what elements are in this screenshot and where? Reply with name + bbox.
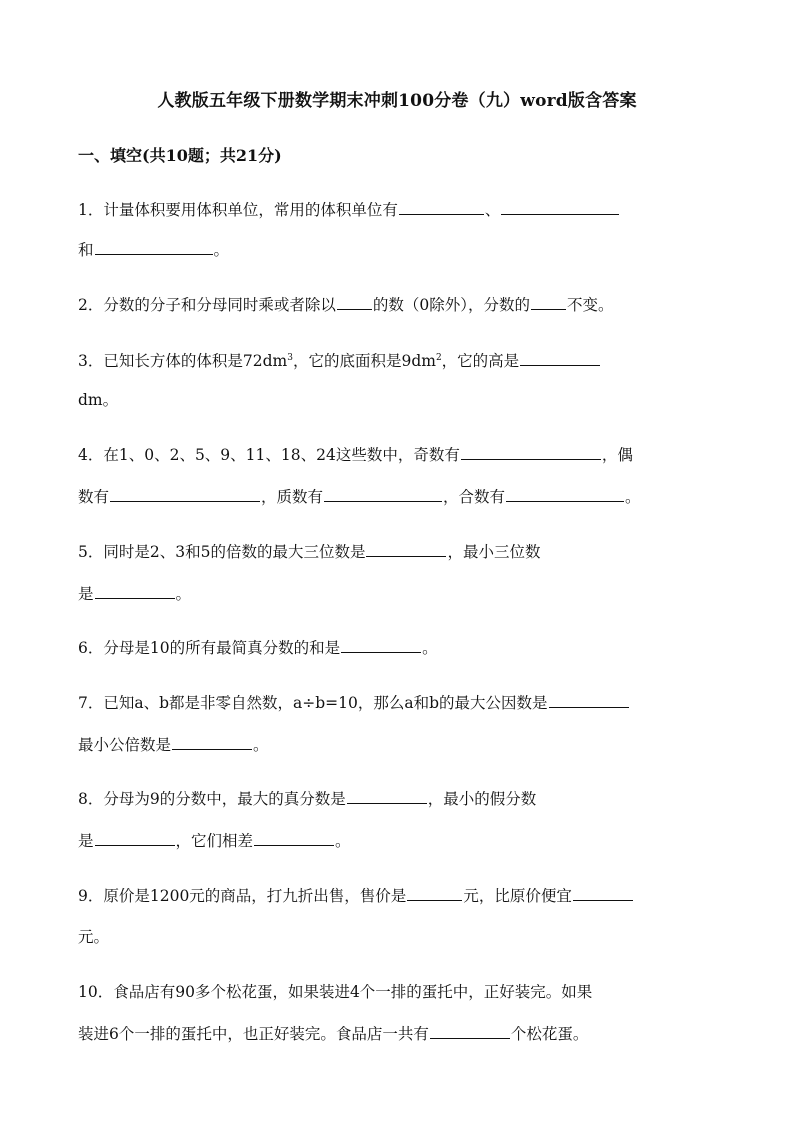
question-text: 。 [335, 832, 351, 850]
document-title: 人教版五年级下册数学期末冲刺100分卷（九）word版含答案 [157, 91, 637, 111]
answer-blank[interactable] [399, 200, 484, 215]
question-text: 元，比原价便宜 [463, 887, 572, 905]
question-text: ，合数有 [443, 488, 506, 506]
question-text: 6．分母是10的所有最简真分数的和是 [78, 639, 341, 657]
question-text: 5．同时是2、3和5的倍数的最大三位数是 [78, 543, 366, 561]
answer-blank[interactable] [501, 200, 619, 215]
question-1-line-2 [78, 226, 718, 274]
question-text: 元。 [78, 928, 110, 946]
question-text: ，它们相差 [175, 832, 254, 850]
answer-blank[interactable] [95, 831, 175, 846]
question-text: 和 [78, 241, 94, 259]
question-text: 1．计量体积要用体积单位，常用的体积单位有 [78, 201, 398, 219]
question-5-line-2 [78, 570, 718, 618]
question-4-line-1 [78, 431, 718, 479]
answer-blank[interactable] [506, 487, 624, 502]
question-text: 。 [422, 639, 438, 657]
question-text: 、 [484, 201, 501, 219]
superscript: 2 [435, 353, 442, 363]
answer-blank[interactable] [341, 638, 421, 653]
answer-blank[interactable] [430, 1024, 510, 1039]
question-text: 4．在1、0、2、5、9、11、18、24这些数中，奇数有 [78, 446, 460, 464]
question-8-line-2 [78, 817, 718, 865]
answer-blank[interactable] [254, 831, 334, 846]
question-2 [78, 281, 718, 329]
question-text: ，最小的假分数 [427, 790, 537, 808]
question-text: ，偶 [601, 446, 633, 464]
answer-blank[interactable] [407, 886, 462, 901]
answer-blank[interactable] [324, 487, 442, 502]
question-text: ，最小三位数 [447, 543, 541, 561]
superscript: 3 [287, 353, 293, 363]
question-text: dm。 [78, 391, 119, 409]
question-text: 数有 [78, 488, 110, 506]
answer-blank[interactable] [95, 240, 213, 255]
question-text: 。 [625, 488, 641, 506]
question-text: 。 [175, 585, 192, 603]
question-text: ，它的高是 [441, 352, 520, 371]
question-text: 装进6个一排的蛋托中，也正好装完。食品店一共有 [78, 1025, 429, 1043]
question-text: ，质数有 [261, 488, 324, 506]
question-4-line-2 [78, 473, 718, 521]
question-text: 的数（0除外），分数的 [372, 296, 530, 314]
answer-blank[interactable] [347, 789, 427, 804]
question-9-line-2 [78, 913, 718, 961]
question-5-line-1 [78, 528, 718, 576]
question-7-line-1 [78, 679, 718, 727]
question-text: 是 [78, 585, 94, 603]
answer-blank[interactable] [337, 295, 372, 310]
question-text: 9．原价是1200元的商品，打九折出售，售价是 [78, 887, 407, 905]
question-text: 最小公倍数是 [78, 736, 172, 754]
question-text: 8．分母为9的分数中，最大的真分数是 [78, 790, 346, 808]
answer-blank[interactable] [110, 487, 260, 502]
question-text: 是 [78, 832, 94, 850]
answer-blank[interactable] [520, 351, 600, 366]
question-text: 7．已知a、b都是非零自然数，a÷b=10，那么a和b的最大公因数是 [78, 694, 548, 712]
answer-blank[interactable] [573, 886, 633, 901]
question-10-line-1 [78, 968, 718, 1016]
question-text: 。 [253, 736, 269, 754]
question-7-line-2 [78, 721, 718, 769]
answer-blank[interactable] [549, 693, 629, 708]
answer-blank[interactable] [366, 542, 446, 557]
question-text: 10．食品店有90多个松花蛋，如果装进4个一排的蛋托中，正好装完。如果 [78, 983, 593, 1001]
answer-blank[interactable] [95, 584, 175, 599]
question-6 [78, 624, 718, 672]
answer-blank[interactable] [172, 735, 252, 750]
question-text: 3．已知长方体的体积是72dm [78, 352, 288, 371]
answer-blank[interactable] [531, 295, 566, 310]
question-text: 。 [213, 241, 230, 259]
question-8-line-1 [78, 775, 718, 823]
question-3-line-2 [78, 376, 718, 424]
question-text: ，它的底面积是9dm [292, 352, 436, 371]
section-heading: 一、填空(共10题；共21分) [78, 146, 282, 165]
answer-blank[interactable] [461, 445, 601, 460]
question-text: 2．分数的分子和分母同时乘或者除以 [78, 296, 336, 314]
question-text: 不变。 [567, 296, 614, 314]
question-10-line-2 [78, 1010, 718, 1058]
question-text: 个松花蛋。 [510, 1025, 589, 1043]
